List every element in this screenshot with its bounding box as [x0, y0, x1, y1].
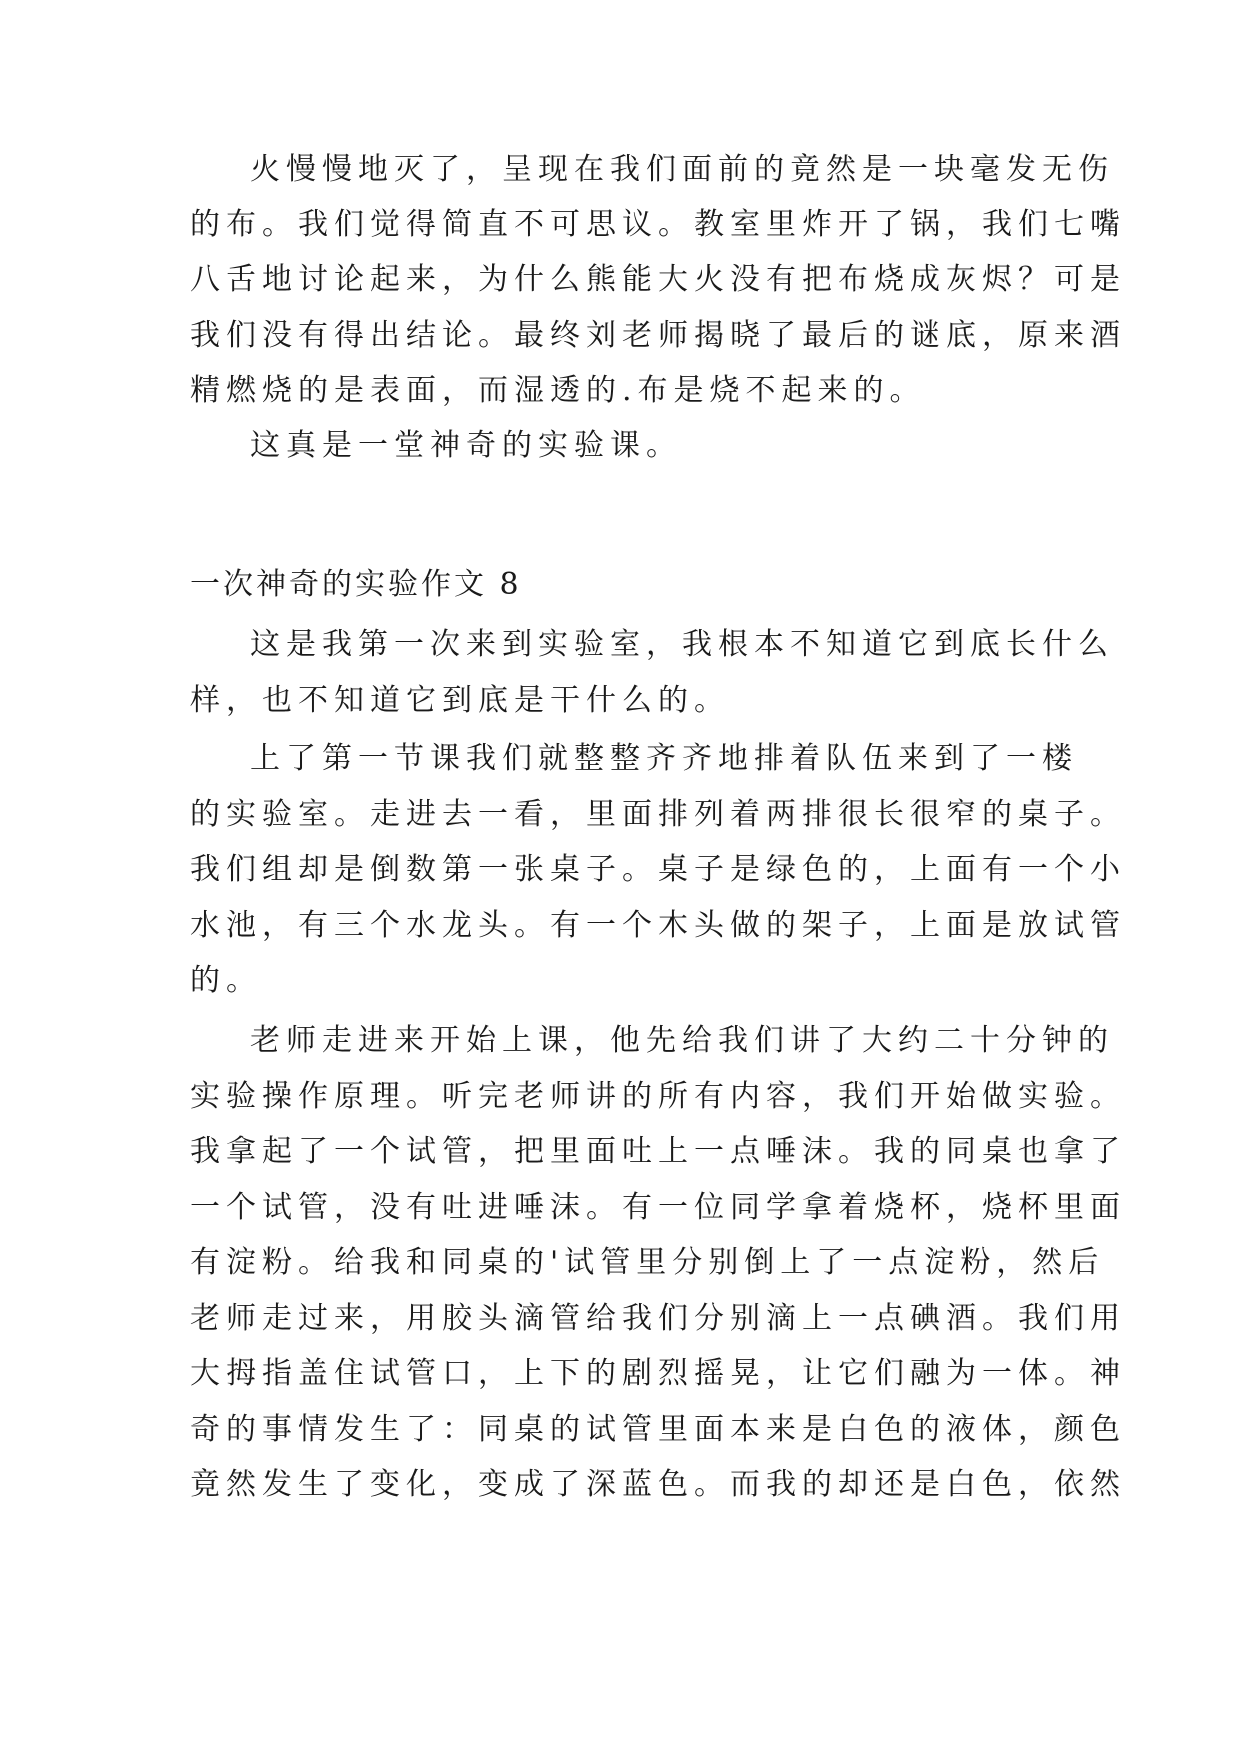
paragraph-line: 我们没有得出结论。最终刘老师揭晓了最后的谜底，原来酒	[190, 318, 1126, 353]
section-heading: 一次神奇的实验作文 8	[190, 567, 522, 602]
paragraph-line: 上了第一节课我们就整整齐齐地排着队伍来到了一楼	[250, 741, 1078, 776]
paragraph-line: 一个试管，没有吐进唾沫。有一位同学拿着烧杯，烧杯里面	[190, 1190, 1126, 1225]
paragraph-line: 八舌地讨论起来，为什么熊能大火没有把布烧成灰烬？可是	[190, 262, 1126, 297]
paragraph-line: 的布。我们觉得简直不可思议。教室里炸开了锅，我们七嘴	[190, 207, 1126, 242]
paragraph-line: 精燃烧的是表面，而湿透的.布是烧不起来的。	[190, 373, 926, 408]
paragraph-line: 奇的事情发生了：同桌的试管里面本来是白色的液体，颜色	[190, 1412, 1126, 1447]
paragraph-line: 的实验室。走进去一看，里面排列着两排很长很窄的桌子。	[190, 797, 1126, 832]
paragraph-line: 这真是一堂神奇的实验课。	[250, 428, 682, 463]
paragraph-line: 竟然发生了变化，变成了深蓝色。而我的却还是白色，依然	[190, 1467, 1126, 1502]
paragraph-line: 水池，有三个水龙头。有一个木头做的架子，上面是放试管	[190, 908, 1126, 943]
paragraph-line: 有淀粉。给我和同桌的'试管里分别倒上了一点淀粉，然后	[190, 1245, 1105, 1280]
paragraph-line: 的。	[190, 963, 262, 998]
paragraph-line: 老师走过来，用胶头滴管给我们分别滴上一点碘酒。我们用	[190, 1301, 1126, 1336]
paragraph-line: 样，也不知道它到底是干什么的。	[190, 683, 730, 718]
paragraph-line: 老师走进来开始上课，他先给我们讲了大约二十分钟的	[250, 1023, 1114, 1058]
paragraph-line: 我们组却是倒数第一张桌子。桌子是绿色的，上面有一个小	[190, 852, 1126, 887]
paragraph-line: 大拇指盖住试管口，上下的剧烈摇晃，让它们融为一体。神	[190, 1356, 1126, 1391]
paragraph-line: 我拿起了一个试管，把里面吐上一点唾沫。我的同桌也拿了	[190, 1134, 1126, 1169]
paragraph-line: 这是我第一次来到实验室，我根本不知道它到底长什么	[250, 627, 1114, 662]
paragraph-line: 火慢慢地灭了，呈现在我们面前的竟然是一块毫发无伤	[250, 152, 1114, 187]
paragraph-line: 实验操作原理。听完老师讲的所有内容，我们开始做实验。	[190, 1079, 1126, 1114]
